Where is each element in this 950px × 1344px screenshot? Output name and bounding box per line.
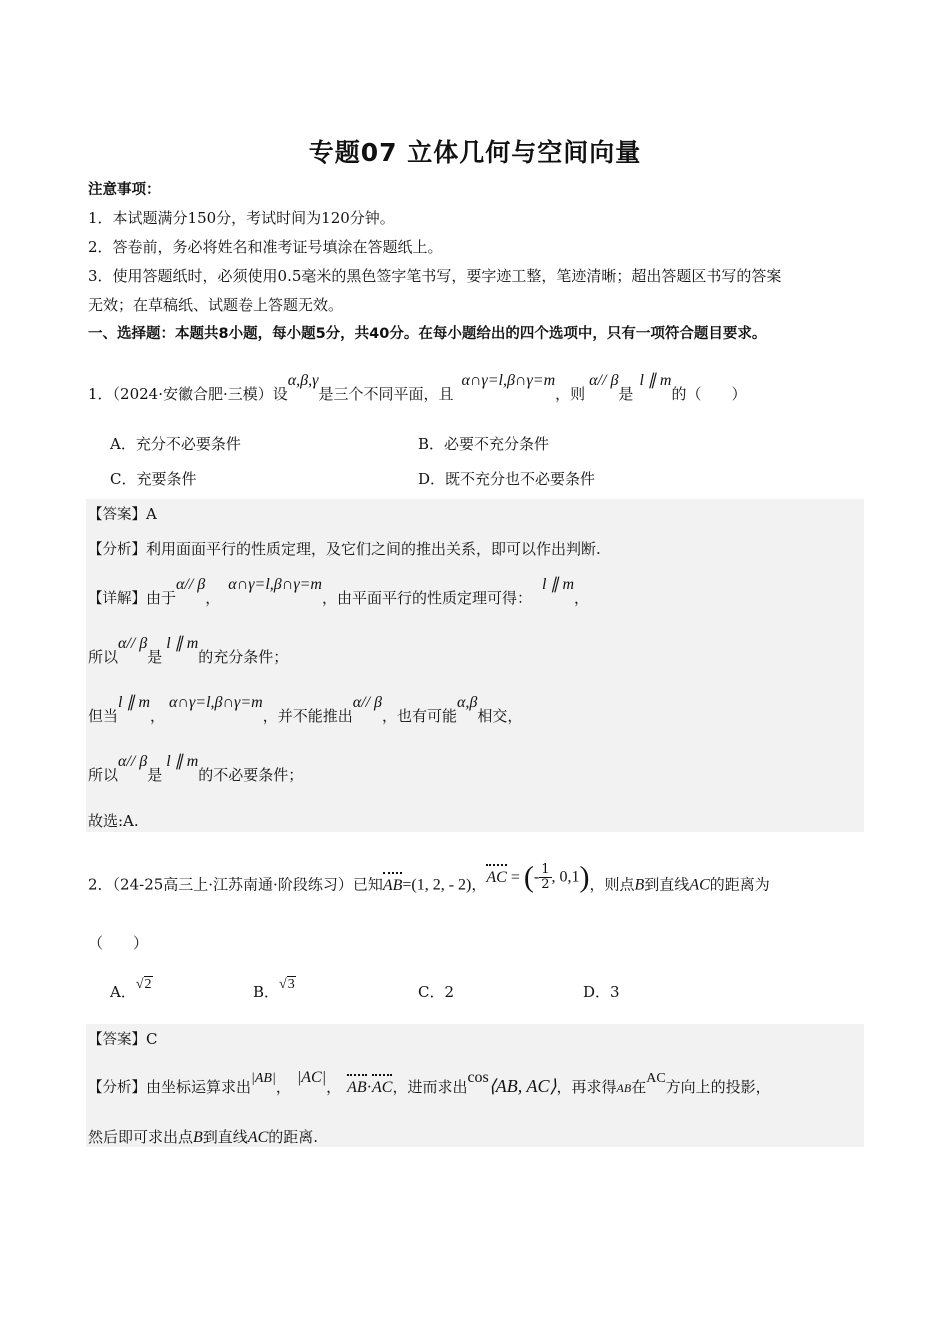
q2-vector-ab: AB	[383, 875, 403, 897]
q2-text: 的距离为	[709, 875, 770, 894]
q2-paren-close: )	[579, 860, 590, 894]
analysis-math: |AC|	[296, 1069, 327, 1086]
analysis-text: 由坐标运算求出	[146, 1078, 252, 1096]
notice-item-2: 2．答卷前，务必将姓名和准考证号填涂在答题纸上。	[88, 238, 443, 256]
detail-text: 的不必要条件；	[198, 766, 304, 784]
notice-heading: 注意事项：	[88, 182, 161, 198]
q1-option-b[interactable]: B．必要不充分条件	[418, 435, 550, 453]
q1-answer	[88, 504, 157, 525]
q1-analysis	[88, 539, 601, 560]
detail-text: ，	[574, 589, 590, 607]
fraction-numerator: 1	[541, 862, 550, 877]
answer-value: A	[146, 505, 157, 523]
q1-prefix: 1．（2024·安徽合肥·三模）设	[88, 385, 288, 403]
q2-answer	[88, 1029, 157, 1050]
detail-math: α// β	[118, 635, 148, 652]
fraction-denominator: 2	[541, 877, 550, 892]
analysis-math: B	[193, 1129, 203, 1146]
q2-analysis-line-2	[88, 1127, 318, 1148]
q2-text: ，则点	[589, 875, 635, 894]
q1-math-intersections: α∩γ=l,β∩γ=m	[461, 372, 556, 389]
detail-math: l ∥ m	[166, 635, 199, 652]
q1-math-parallel-planes: α// β	[589, 372, 619, 389]
q2-option-a[interactable]	[110, 977, 153, 1002]
detail-math: α// β	[118, 753, 148, 770]
answer-tag: 【答案】	[88, 507, 146, 523]
detail-math: α// β	[352, 694, 382, 711]
analysis-text: 利用面面平行的性质定理，及它们之间的推出关系，即可以作出判断.	[146, 540, 601, 558]
q1-option-c[interactable]: C．充要条件	[110, 470, 197, 488]
analysis-math: AB	[616, 1081, 632, 1095]
q2-paren-open: (	[523, 860, 534, 894]
q1-text-then: ，则	[555, 385, 586, 403]
q2-paren: （ ）	[88, 934, 149, 952]
option-label: A．	[110, 983, 136, 1001]
page-title: 专题07 立体几何与空间向量	[308, 138, 642, 167]
analysis-text: ，	[326, 1078, 342, 1096]
analysis-math: AC	[372, 1077, 392, 1099]
detail-text: 是	[147, 648, 163, 666]
q2-comma: ，	[471, 875, 487, 894]
q2-fraction	[539, 863, 551, 892]
analysis-text: 的距离.	[268, 1128, 319, 1146]
detail-text: 相交，	[477, 707, 523, 725]
analysis-math: ⟨AB, AC⟩	[488, 1076, 557, 1096]
q2-prefix: 2．（24-25高三上·江苏南通·阶段练习）已知	[88, 875, 383, 894]
answer-value: C	[146, 1030, 158, 1048]
notice-item-1: 1．本试题满分150分，考试时间为120分钟。	[88, 209, 395, 227]
detail-math: α∩γ=l,β∩γ=m	[169, 694, 263, 711]
sqrt-value: 3	[287, 977, 295, 992]
q1-math-parallel-lines: l ∥ m	[639, 372, 672, 389]
detail-text: 所以	[88, 766, 119, 784]
detail-text: 由于	[146, 589, 177, 607]
q1-option-d[interactable]: D．既不充分也不必要条件	[418, 470, 596, 488]
q1-detail-line-2	[88, 635, 289, 668]
detail-math: α,β	[457, 694, 478, 711]
analysis-text: 方向上的投影，	[665, 1078, 771, 1096]
detail-text: 是	[147, 766, 163, 784]
detail-text: ，并不能推出	[262, 707, 353, 725]
option-label: B．	[253, 983, 280, 1001]
analysis-math: |AB|	[251, 1071, 276, 1086]
detail-text: 所以	[88, 648, 119, 666]
q2-option-d[interactable]: D．3	[583, 983, 620, 1001]
q2-option-b[interactable]	[253, 977, 296, 1002]
q2-neg-sign: -	[533, 868, 540, 886]
detail-text: ，由平面平行的性质定理可得：	[321, 589, 532, 607]
section-heading: 一、选择题：本题共8小题，每小题5分，共40分。在每小题给出的四个选项中，只有一项符合题目要求。	[88, 326, 767, 342]
sqrt-icon: √3	[279, 977, 295, 992]
detail-tag: 【详解】	[88, 591, 146, 607]
q2-ac-rest: , 0,1	[551, 868, 580, 886]
q1-math-planes: α,β,γ	[287, 372, 319, 389]
analysis-math: AC	[646, 1071, 666, 1086]
analysis-tag: 【分析】	[88, 1080, 146, 1096]
q1-option-a[interactable]: A．充分不必要条件	[110, 435, 241, 453]
q2-analysis-line-1	[88, 1069, 771, 1100]
q2-vector-ab-value: =(1, 2, - 2)	[402, 876, 472, 894]
question-1	[88, 372, 747, 405]
sqrt-icon: √2	[135, 977, 152, 992]
detail-math: l ∥ m	[118, 694, 151, 711]
detail-math: α// β	[176, 576, 206, 593]
detail-math: l ∥ m	[166, 753, 199, 770]
q2-vector-ac: AC	[486, 867, 506, 889]
q1-detail-line-1	[88, 576, 590, 609]
detail-text: ，	[205, 589, 221, 607]
sqrt-value: 2	[144, 977, 152, 992]
analysis-text: 然后即可求出点	[88, 1128, 194, 1146]
analysis-dot: ·	[366, 1079, 372, 1096]
analysis-math: AC	[247, 1129, 269, 1146]
analysis-tag: 【分析】	[88, 542, 146, 558]
q2-text: 到直线	[644, 875, 690, 894]
q1-text: 是三个不同平面，且	[318, 385, 454, 403]
detail-math: l ∥ m	[542, 576, 574, 593]
analysis-cos: cos	[467, 1069, 489, 1086]
detail-text: 的充分条件；	[198, 648, 289, 666]
q2-option-c[interactable]: C．2	[418, 983, 455, 1001]
q2-line-ac: AC	[689, 876, 710, 894]
q2-vector-ac-group	[486, 860, 590, 894]
analysis-text: 在	[631, 1078, 647, 1096]
q1-detail-line-5: 故选:A.	[88, 812, 139, 830]
q1-detail-line-3	[88, 694, 523, 727]
detail-text: ，	[150, 707, 166, 725]
notice-item-3-cont: 无效；在草稿纸、试题卷上答题无效。	[88, 296, 344, 314]
analysis-text: 到直线	[202, 1128, 248, 1146]
answer-tag: 【答案】	[88, 1032, 146, 1048]
analysis-math: AB	[347, 1077, 367, 1099]
q2-equals: =	[510, 868, 520, 886]
q1-detail-line-4	[88, 753, 304, 786]
notice-item-3: 3．使用答题纸时，必须使用0.5毫米的黑色签字笔书写，要字迹工整，笔迹清晰；超出答题区书写的答案	[88, 267, 782, 285]
q1-text-of: 的（ ）	[671, 385, 747, 403]
detail-math: α∩γ=l,β∩γ=m	[228, 576, 322, 593]
analysis-text: ，再求得	[556, 1078, 617, 1096]
q2-point-b: B	[634, 876, 645, 894]
q1-text-is: 是	[618, 385, 634, 403]
question-2	[88, 860, 770, 900]
detail-text: ，也有可能	[382, 707, 458, 725]
analysis-text: ，进而求出	[392, 1078, 468, 1096]
analysis-text: ，	[275, 1078, 291, 1096]
detail-text: 但当	[88, 707, 119, 725]
